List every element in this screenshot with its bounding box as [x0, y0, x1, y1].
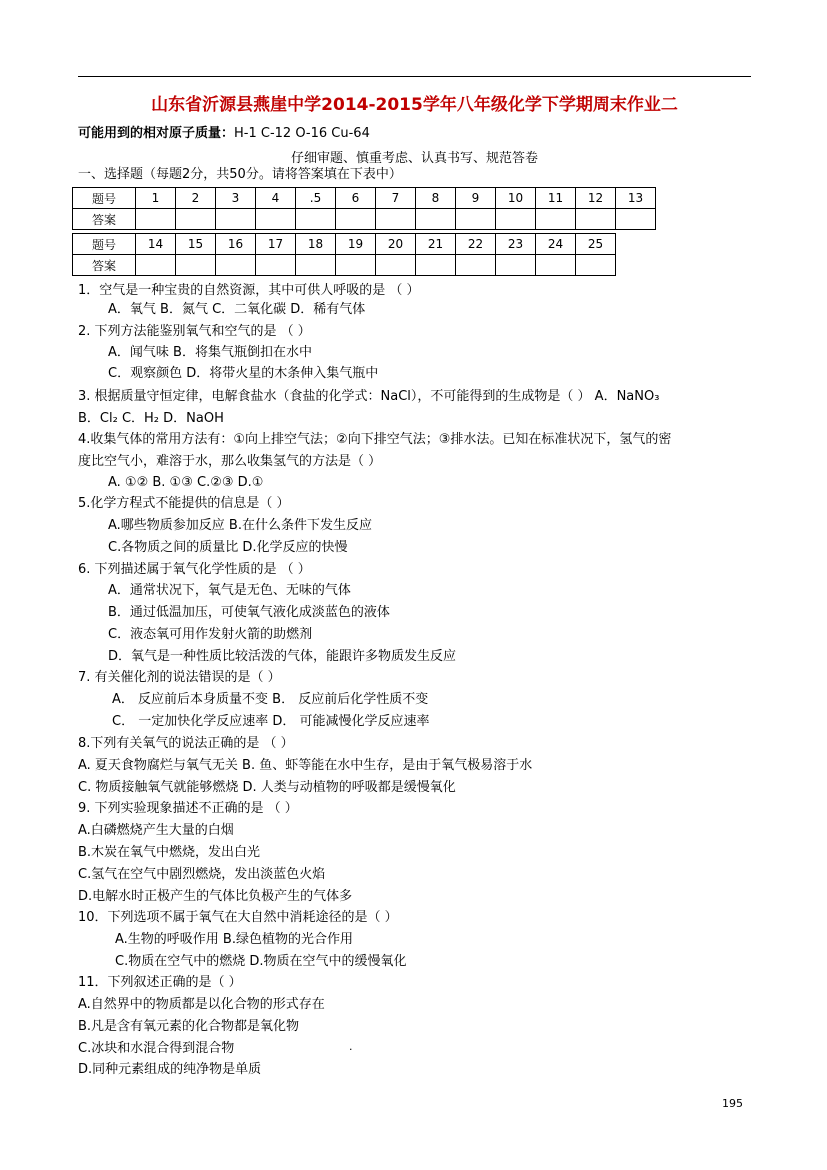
answer-table-1 [72, 187, 656, 230]
question-line-q9a: A.白磷燃烧产生大量的白烟 [78, 823, 234, 838]
table-row [73, 234, 616, 255]
top-rule [78, 76, 751, 77]
question-line-q6d: D．氧气是一种性质比较活泼的气体，能跟许多物质发生反应 [108, 649, 457, 664]
answer-cell[interactable] [496, 209, 536, 230]
question-number-label: 题号 [73, 234, 136, 255]
answer-cell[interactable] [176, 255, 216, 276]
section-heading: 一、选择题（每题2分，共50分。请将答案填在下表中） [78, 167, 402, 182]
question-line-q8a: A. 夏天食物腐烂与氧气无关 B. 鱼、虾等能在水中生存，是由于氧气极易溶于水 [78, 758, 533, 773]
motto: 仔细审题、慎重考虑、认真书写、规范答卷 [290, 151, 538, 166]
answer-cell[interactable] [296, 255, 336, 276]
question-line-q3b: B．Cl₂ C．H₂ D．NaOH [78, 411, 224, 426]
answer-cell[interactable] [256, 209, 296, 230]
answer-cell[interactable] [216, 255, 256, 276]
question-number-cell: 9 [456, 188, 496, 209]
question-number-cell: 14 [136, 234, 176, 255]
page-number: 195 [722, 1097, 743, 1110]
answer-cell[interactable] [576, 255, 616, 276]
question-line-q7a: A． 反应前后本身质量不变 B． 反应前后化学性质不变 [112, 692, 429, 707]
question-line-q4: 4.收集气体的常用方法有：①向上排空气法；②向下排空气法；③排水法。已知在标准状况下，氢气的密 [78, 432, 672, 447]
question-line-q5a: A.哪些物质参加反应 B.在什么条件下发生反应 [108, 518, 372, 533]
question-number-cell: 20 [376, 234, 416, 255]
question-line-q10a: A.生物的呼吸作用 B.绿色植物的光合作用 [115, 932, 353, 947]
table-row [73, 255, 616, 276]
answer-cell[interactable] [456, 255, 496, 276]
answer-cell[interactable] [536, 255, 576, 276]
question-number-cell: 1 [136, 188, 176, 209]
question-number-cell: 23 [496, 234, 536, 255]
question-line-q1: 1．空气是一种宝贵的自然资源，其中可供人呼吸的是 （ ） [78, 283, 420, 298]
question-number-cell: 13 [616, 188, 656, 209]
answer-cell[interactable] [536, 209, 576, 230]
stray-dot: . [349, 1040, 353, 1053]
question-line-q11c: C.冰块和水混合得到混合物 [78, 1041, 235, 1056]
answer-cell[interactable] [416, 209, 456, 230]
question-line-q9c: C.氢气在空气中剧烈燃烧，发出淡蓝色火焰 [78, 867, 326, 882]
question-number-cell: 12 [576, 188, 616, 209]
answer-cell[interactable] [176, 209, 216, 230]
answer-cell[interactable] [576, 209, 616, 230]
question-number-cell: 10 [496, 188, 536, 209]
question-number-cell: 19 [336, 234, 376, 255]
question-line-q7b: C． 一定加快化学反应速率 D． 可能减慢化学反应速率 [112, 714, 430, 729]
question-number-cell: .5 [296, 188, 336, 209]
answer-cell[interactable] [136, 255, 176, 276]
question-line-q6a: A．通常状况下，氧气是无色、无味的气体 [108, 583, 351, 598]
question-number-cell: 6 [336, 188, 376, 209]
question-line-q2b: C．观察颜色 D．将带火星的木条伸入集气瓶中 [108, 366, 379, 381]
atomic-mass-values: H-1 C-12 O-16 Cu-64 [234, 126, 370, 141]
question-line-q11b: B.凡是含有氧元素的化合物都是氧化物 [78, 1019, 300, 1034]
question-line-q6: 6. 下列描述属于氧气化学性质的是 （ ） [78, 562, 311, 577]
answer-cell[interactable] [296, 209, 336, 230]
answer-cell[interactable] [216, 209, 256, 230]
answer-label: 答案 [73, 255, 136, 276]
question-line-q5: 5.化学方程式不能提供的信息是（ ） [78, 496, 290, 511]
question-line-q11a: A.自然界中的物质都是以化合物的形式存在 [78, 997, 325, 1012]
question-number-cell: 7 [376, 188, 416, 209]
question-line-q11: 11．下列叙述正确的是（ ） [78, 975, 242, 990]
answer-cell[interactable] [256, 255, 296, 276]
question-line-q8b: C. 物质接触氧气就能够燃烧 D. 人类与动植物的呼吸都是缓慢氧化 [78, 780, 456, 795]
question-line-q4b: 度比空气小，难溶于水，那么收集氢气的方法是（ ） [78, 454, 382, 469]
question-line-q5b: C.各物质之间的质量比 D.化学反应的快慢 [108, 540, 348, 555]
question-line-q2a: A．闻气味 B．将集气瓶倒扣在水中 [108, 345, 312, 360]
question-line-q11d: D.同种元素组成的纯净物是单质 [78, 1062, 262, 1077]
question-line-q10: 10．下列选项不属于氧气在大自然中消耗途径的是（ ） [78, 910, 398, 925]
question-number-cell: 2 [176, 188, 216, 209]
answer-cell[interactable] [456, 209, 496, 230]
answer-cell[interactable] [376, 255, 416, 276]
answer-cell[interactable] [616, 209, 656, 230]
document-title: 山东省沂源县燕崖中学2014-2015学年八年级化学下学期周末作业二 [151, 95, 678, 115]
answer-cell[interactable] [336, 255, 376, 276]
answer-table-2 [72, 233, 616, 276]
question-number-cell: 15 [176, 234, 216, 255]
question-number-cell: 4 [256, 188, 296, 209]
question-number-cell: 21 [416, 234, 456, 255]
question-line-q8: 8.下列有关氧气的说法正确的是 （ ） [78, 736, 294, 751]
answer-cell[interactable] [496, 255, 536, 276]
answer-label: 答案 [73, 209, 136, 230]
question-line-q1o: A．氧气 B．氮气 C．二氧化碳 D．稀有气体 [108, 302, 366, 317]
question-number-cell: 22 [456, 234, 496, 255]
table-row [73, 188, 656, 209]
question-line-q4o: A. ①② B. ①③ C.②③ D.① [108, 475, 264, 490]
question-number-cell: 16 [216, 234, 256, 255]
question-number-cell: 11 [536, 188, 576, 209]
table-row [73, 209, 656, 230]
question-line-q9: 9. 下列实验现象描述不正确的是 （ ） [78, 801, 298, 816]
question-number-cell: 17 [256, 234, 296, 255]
answer-cell[interactable] [416, 255, 456, 276]
question-line-q7: 7. 有关催化剂的说法错误的是（ ） [78, 670, 281, 685]
question-line-q10b: C.物质在空气中的燃烧 D.物质在空气中的缓慢氧化 [115, 954, 407, 969]
question-line-q3: 3. 根据质量守恒定律，电解食盐水（食盐的化学式：NaCl），不可能得到的生成物是（ ） A．NaNO₃ [78, 389, 660, 404]
question-line-q6b: B．通过低温加压，可使氧气液化成淡蓝色的液体 [108, 605, 390, 620]
question-number-cell: 25 [576, 234, 616, 255]
question-line-q2: 2. 下列方法能鉴别氧气和空气的是 （ ） [78, 324, 311, 339]
question-line-q9d: D.电解水时正极产生的气体比负极产生的气体多 [78, 889, 353, 904]
question-number-label: 题号 [73, 188, 136, 209]
question-line-q9b: B.木炭在氧气中燃烧，发出白光 [78, 845, 261, 860]
atomic-mass-label: 可能用到的相对原子质量： [78, 126, 235, 141]
question-number-cell: 18 [296, 234, 336, 255]
answer-cell[interactable] [136, 209, 176, 230]
question-number-cell: 3 [216, 188, 256, 209]
answer-cell[interactable] [336, 209, 376, 230]
atomic-mass-line [78, 126, 370, 142]
answer-cell[interactable] [376, 209, 416, 230]
question-line-q6c: C．液态氧可用作发射火箭的助燃剂 [108, 627, 313, 642]
question-number-cell: 8 [416, 188, 456, 209]
question-number-cell: 24 [536, 234, 576, 255]
